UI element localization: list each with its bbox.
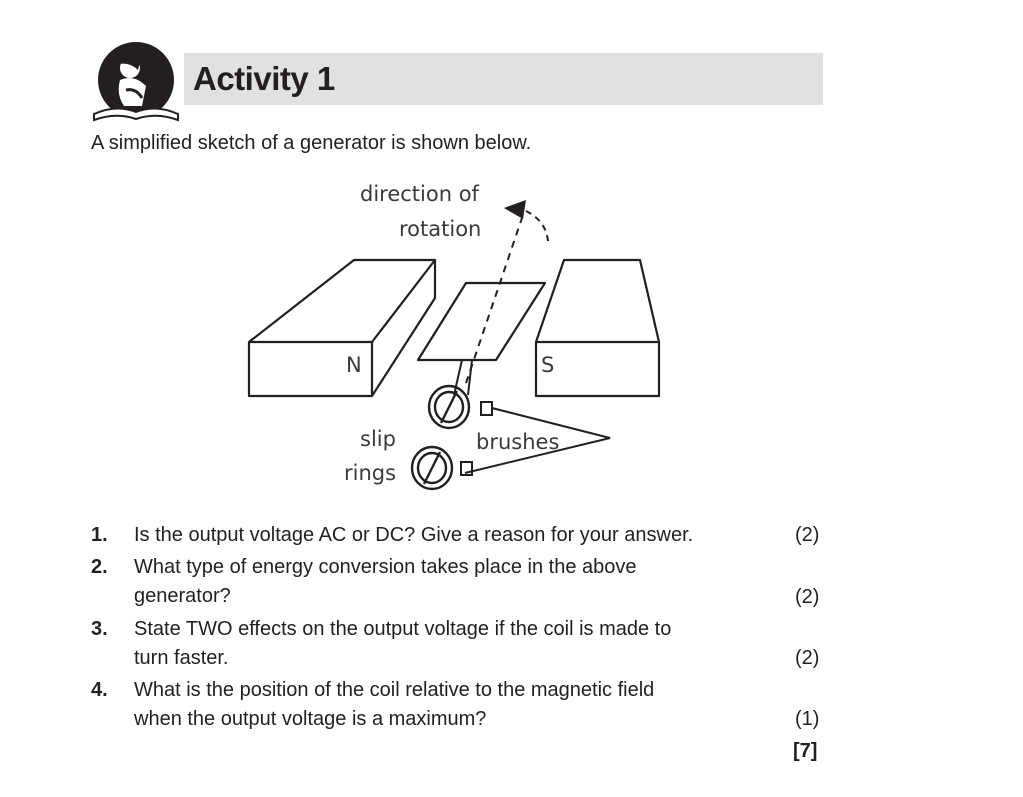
question-2-marks: (2) xyxy=(795,586,820,608)
question-4-text-line1: What is the position of the coil relative to the magnetic field xyxy=(134,679,655,701)
activity-title: Activity 1 xyxy=(193,60,335,97)
question-2-text-line1: What type of energy conversion takes place in the above xyxy=(134,556,637,578)
question-1-text: Is the output voltage AC or DC? Give a reason for your answer. xyxy=(134,524,694,546)
total-marks: [7] xyxy=(793,740,818,762)
question-3-marks: (2) xyxy=(795,647,820,669)
direction-label-line1: direction of xyxy=(360,182,479,206)
upper-brush xyxy=(481,402,492,415)
activity-reading-icon xyxy=(90,40,182,124)
question-4-number: 4. xyxy=(91,679,108,701)
upper-slip-ring xyxy=(429,386,469,428)
slip-label-line2: rings xyxy=(344,461,397,485)
rotation-arrowhead xyxy=(504,200,526,219)
question-4-text-line2: when the output voltage is a maximum? xyxy=(134,708,487,730)
question-4-marks: (1) xyxy=(795,708,820,730)
south-magnet xyxy=(536,260,659,396)
intro-text: A simplified sketch of a generator is shown below. xyxy=(91,132,532,154)
question-1-marks: (2) xyxy=(795,524,820,546)
generator-diagram xyxy=(240,175,680,505)
brushes-label: brushes xyxy=(476,430,560,454)
rotation-arrow xyxy=(526,211,548,241)
slip-label-line1: slip xyxy=(360,427,396,451)
question-3-text-line2: turn faster. xyxy=(134,647,229,669)
question-1-number: 1. xyxy=(91,524,108,546)
question-2-number: 2. xyxy=(91,556,108,578)
north-magnet xyxy=(249,260,435,396)
question-2-text-line2: generator? xyxy=(134,585,231,607)
coil xyxy=(418,283,545,360)
south-label: S xyxy=(541,353,555,377)
question-3-text-line1: State TWO effects on the output voltage if the coil is made to xyxy=(134,618,672,640)
question-3-number: 3. xyxy=(91,618,108,640)
north-label: N xyxy=(346,353,362,377)
direction-label-line2: rotation xyxy=(399,217,482,241)
lower-slip-ring xyxy=(412,447,452,489)
